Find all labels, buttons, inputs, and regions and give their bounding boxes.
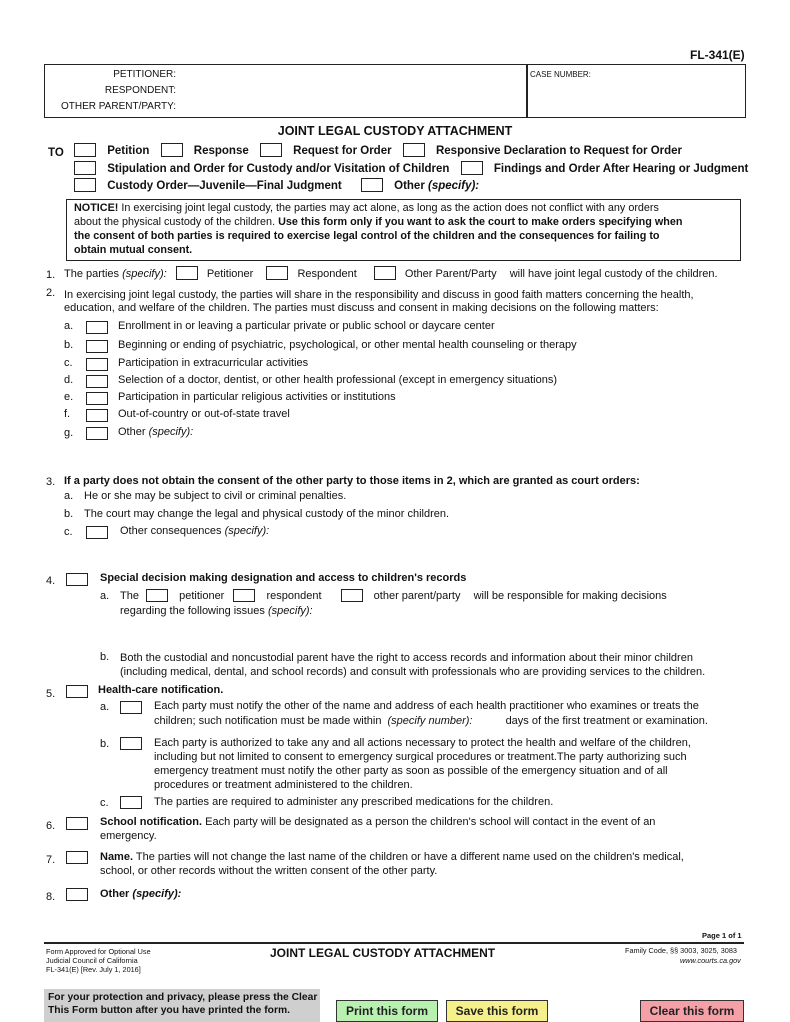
item-2e-checkbox[interactable] (86, 392, 108, 405)
item-4a-row (120, 589, 667, 602)
other-parent-label: OTHER PARENT/PARTY: (60, 101, 176, 112)
item-2g-checkbox[interactable] (86, 427, 108, 440)
to-row-2 (74, 161, 748, 175)
item-2e-letter: e. (64, 391, 74, 403)
request-for-order-label: Request for Order (293, 145, 392, 157)
item-4a-the: The (120, 590, 139, 602)
item-2g-text: Other (118, 426, 146, 438)
other-specify: (specify): (428, 180, 480, 192)
item-1-row (64, 266, 718, 280)
item-3c-checkbox[interactable] (86, 526, 108, 539)
item-5c-checkbox[interactable] (120, 796, 142, 809)
item-6-line-2: emergency. (100, 830, 157, 842)
item-4a-letter: a. (100, 590, 110, 602)
item-3b-letter: b. (64, 508, 74, 520)
item-4a-line-2-text: regarding the following issues (120, 605, 265, 617)
item-1-other-parent-checkbox[interactable] (374, 266, 396, 280)
footer-law: Family Code, §§ 3003, 3025, 3083 (625, 946, 737, 955)
item-4a-petitioner-label: petitioner (179, 590, 225, 602)
item-4a-respondent-label: respondent (266, 590, 322, 602)
item-1-specify: (specify): (122, 268, 167, 280)
item-3a-letter: a. (64, 490, 74, 502)
item-3b-text: The court may change the legal and physical custody of the minor children. (84, 508, 450, 520)
petitioner-label: PETITIONER: (113, 69, 176, 80)
item-2a-text: Enrollment in or leaving a particular private or public school or daycare center (118, 320, 495, 332)
to-label: TO (48, 147, 64, 159)
item-4-checkbox[interactable] (66, 573, 88, 586)
item-4a-line-2 (120, 605, 313, 617)
item-5b-line-4: procedures or treatment administered to the children. (154, 779, 413, 791)
responsive-declaration-label: Responsive Declaration to Request for Order (435, 145, 683, 157)
privacy-line-1: For your protection and privacy, please press the Clear (48, 992, 318, 1003)
footer-council: Judicial Council of California (46, 956, 138, 965)
findings-checkbox[interactable] (461, 161, 483, 175)
findings-label: Findings and Order After Hearing or Judgment (493, 163, 749, 175)
response-label: Response (193, 145, 249, 157)
item-5a-line-2 (154, 715, 708, 727)
item-4-number: 4. (46, 575, 56, 587)
item-2b-letter: b. (64, 339, 74, 351)
item-5b-letter: b. (100, 738, 110, 750)
item-4b-line-2: (including medical, dental, and school records) and consult with professionals who are providing services to the children. (120, 666, 706, 678)
item-3-number: 3. (46, 476, 56, 488)
item-2f-letter: f. (64, 408, 71, 420)
item-3c-letter: c. (64, 526, 73, 538)
print-button[interactable]: Print this form (336, 1000, 438, 1022)
form-title: JOINT LEGAL CUSTODY ATTACHMENT (277, 124, 513, 138)
item-3-heading: If a party does not obtain the consent of the other party to those items in 2, which are granted as court orders: (64, 475, 640, 487)
item-5a-letter: a. (100, 701, 110, 713)
item-6-heading: School notification. (100, 816, 203, 828)
item-2g-letter: g. (64, 427, 74, 439)
to-row-1 (74, 143, 682, 157)
item-2d-letter: d. (64, 374, 74, 386)
item-6-checkbox[interactable] (66, 817, 88, 830)
item-3c-specify: (specify): (224, 525, 270, 537)
item-1-respondent-checkbox[interactable] (266, 266, 288, 280)
item-2a-checkbox[interactable] (86, 321, 108, 334)
item-2-line-2: education, and welfare of the children. The parties must discuss and consent in making decisions on the following matters: (64, 302, 659, 314)
item-4a-other-checkbox[interactable] (341, 589, 363, 602)
item-7-checkbox[interactable] (66, 851, 88, 864)
responsive-declaration-checkbox[interactable] (403, 143, 425, 157)
item-4a-petitioner-checkbox[interactable] (146, 589, 168, 602)
item-1-petitioner-checkbox[interactable] (176, 266, 198, 280)
item-5-number: 5. (46, 688, 56, 700)
item-7-number: 7. (46, 854, 56, 866)
footer-title: JOINT LEGAL CUSTODY ATTACHMENT (270, 946, 496, 960)
item-2-line-1: In exercising joint legal custody, the parties will share in the responsibility and discuss in good faith matters concerning the health, (64, 289, 694, 301)
item-8-checkbox[interactable] (66, 888, 88, 901)
item-1-respondent-label: Respondent (297, 268, 357, 280)
other-checkbox[interactable] (361, 178, 383, 192)
item-8-number: 8. (46, 891, 56, 903)
petition-checkbox[interactable] (74, 143, 96, 157)
item-2b-checkbox[interactable] (86, 340, 108, 353)
item-2b-text: Beginning or ending of psychiatric, psychological, or other mental health counseling or therapy (118, 339, 577, 351)
item-8-specify: (specify): (132, 888, 182, 900)
notice-heading: NOTICE! (74, 202, 119, 214)
notice-line-4: obtain mutual consent. (74, 244, 193, 256)
item-3a-text: He or she may be subject to civil or criminal penalties. (84, 490, 347, 502)
notice-line-2-text: about the physical custody of the children. (74, 216, 279, 228)
item-5b-line-3: emergency treatment must notify the other party as soon as possible of the emergency situation and of all (154, 765, 668, 777)
item-2c-checkbox[interactable] (86, 358, 108, 371)
item-1-number: 1. (46, 269, 56, 281)
custody-order-label: Custody Order—Juvenile—Final Judgment (107, 180, 342, 192)
notice-line-1 (74, 202, 659, 214)
notice-line-3: the consent of both parties is required to exercise legal control of the children and the consequences for failing to (74, 230, 660, 242)
other-label: Other (394, 180, 425, 192)
to-row-3 (74, 178, 479, 192)
stipulation-checkbox[interactable] (74, 161, 96, 175)
item-2g-specify: (specify): (148, 426, 194, 438)
item-5a-checkbox[interactable] (120, 701, 142, 714)
item-7-heading: Name. (100, 851, 134, 863)
item-5-checkbox[interactable] (66, 685, 88, 698)
page-number: Page 1 of 1 (702, 931, 742, 940)
item-8-row (100, 888, 181, 900)
item-1-petitioner-label: Petitioner (206, 268, 254, 280)
item-5a-specify: (specify number): (387, 715, 473, 727)
item-1-prefix: The parties (64, 268, 120, 280)
footer-revision: FL-341(E) [Rev. July 1, 2016] (46, 965, 141, 974)
notice-line-1-text: In exercising joint legal custody, the parties may act alone, as long as the action does not conflict with any orders (118, 202, 659, 214)
item-2e-text: Participation in particular religious activities or institutions (118, 391, 396, 403)
save-button[interactable]: Save this form (446, 1000, 548, 1022)
item-6-number: 6. (46, 820, 56, 832)
item-4b-line-1: Both the custodial and noncustodial parent have the right to access records and information about their minor children (120, 652, 693, 664)
item-5c-text: The parties are required to administer any prescribed medications for the children. (154, 796, 554, 808)
footer-approved: Form Approved for Optional Use (46, 947, 151, 956)
item-3c-text: Other consequences (120, 525, 222, 537)
item-2a-letter: a. (64, 320, 74, 332)
item-4a-respondent-checkbox[interactable] (233, 589, 255, 602)
item-5a-line-2-pre: children; such notification must be made within (154, 715, 382, 727)
stipulation-label: Stipulation and Order for Custody and/or Visitation of Children (107, 163, 450, 175)
item-2c-text: Participation in extracurricular activities (118, 357, 309, 369)
item-5b-line-2: including but not limited to consent to emergency surgical procedures or treatment.The party authorizing such (154, 751, 687, 763)
item-2d-checkbox[interactable] (86, 375, 108, 388)
item-2g-row (118, 426, 193, 438)
item-7-line-1 (100, 851, 684, 863)
item-2-number: 2. (46, 287, 56, 299)
custody-order-checkbox[interactable] (74, 178, 96, 192)
privacy-text (48, 992, 317, 1017)
item-5b-checkbox[interactable] (120, 737, 142, 750)
item-4a-suffix: will be responsible for making decisions (473, 590, 667, 602)
clear-button[interactable]: Clear this form (640, 1000, 744, 1022)
petition-label: Petition (107, 145, 150, 157)
item-7-line-2: school, or other records without the written consent of the other party. (100, 865, 438, 877)
privacy-line-2: This Form button after you have printed the form. (48, 1004, 290, 1016)
respondent-label: RESPONDENT: (104, 85, 176, 96)
item-2f-checkbox[interactable] (86, 409, 108, 422)
item-1-other-parent-label: Other Parent/Party (404, 268, 497, 280)
item-5-heading: Health-care notification. (98, 684, 224, 696)
item-4a-other-label: other parent/party (373, 590, 461, 602)
item-3c-row (120, 525, 269, 537)
item-5a-line-1: Each party must notify the other of the name and address of each health practitioner who examines or treats the (154, 700, 699, 712)
caption-divider (526, 64, 528, 118)
item-6-line-1 (100, 816, 655, 828)
footer-rule (44, 942, 744, 944)
item-2d-text: Selection of a doctor, dentist, or other health professional (except in emergency situations) (118, 374, 558, 386)
item-8-heading: Other (100, 888, 130, 900)
case-number-label: CASE NUMBER: (530, 70, 591, 79)
item-5a-line-2-post: days of the first treatment or examination. (505, 715, 708, 727)
item-6-line-1-text: Each party will be designated as a person the children's school will contact in the event of an (202, 816, 656, 828)
form-number: FL-341(E) (690, 48, 745, 62)
notice-line-2 (74, 216, 682, 228)
item-2f-text: Out-of-country or out-of-state travel (118, 408, 290, 420)
item-4-heading: Special decision making designation and access to children's records (100, 572, 467, 584)
notice-line-2-bold: Use this form only if you want to ask the court to make orders specifying when (278, 216, 683, 228)
item-1-suffix: will have joint legal custody of the children. (509, 268, 718, 280)
item-7-line-1-text: The parties will not change the last name of the children or have a different name used on the children's medical, (133, 851, 684, 863)
response-checkbox[interactable] (161, 143, 183, 157)
request-for-order-checkbox[interactable] (260, 143, 282, 157)
item-4b-letter: b. (100, 651, 110, 663)
footer-url: www.courts.ca.gov (680, 956, 741, 965)
item-2c-letter: c. (64, 357, 73, 369)
item-5b-line-1: Each party is authorized to take any and all actions necessary to protect the health and welfare of the children, (154, 737, 691, 749)
item-4a-specify: (specify): (267, 605, 313, 617)
item-5c-letter: c. (100, 797, 109, 809)
